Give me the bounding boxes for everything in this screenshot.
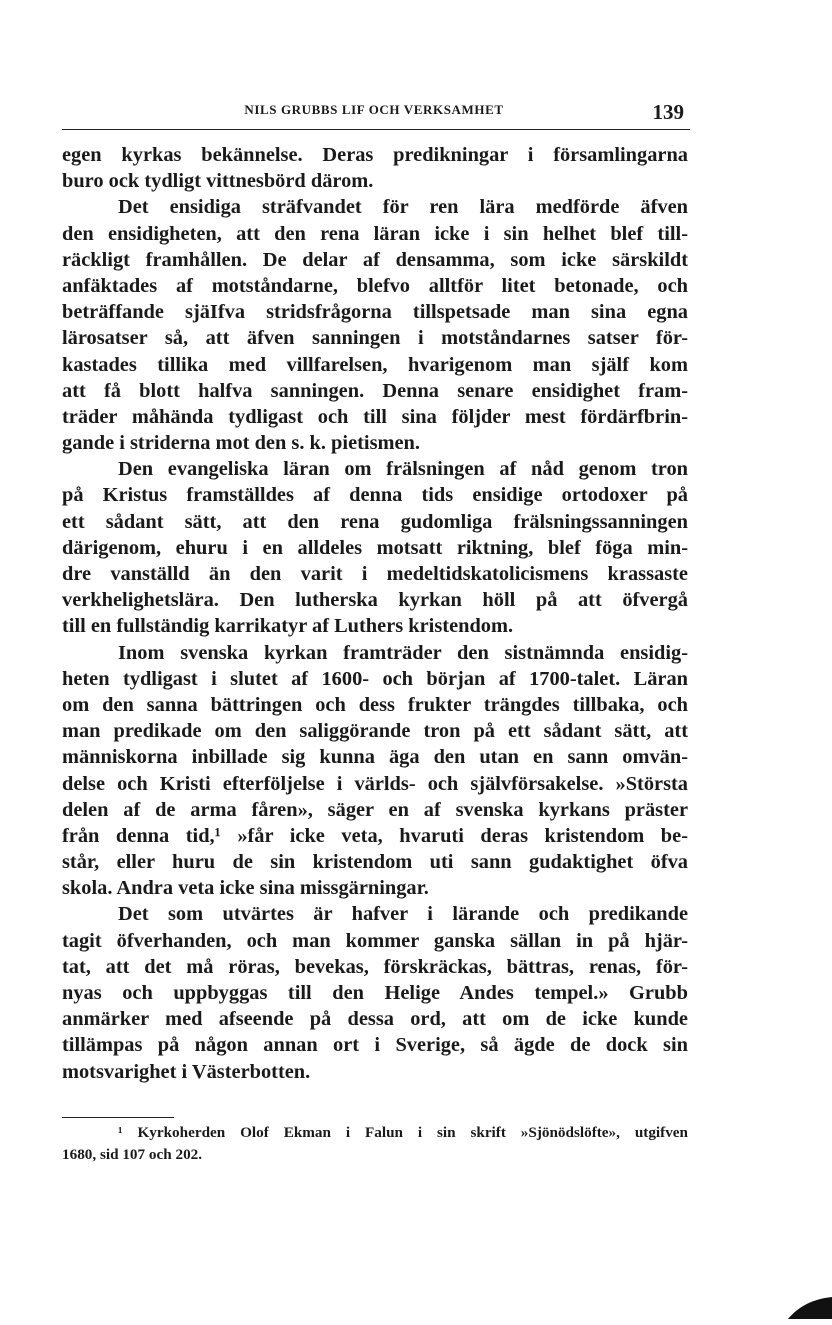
text-line: träder måhända tydligast och till sina följder mest fördärfbrin- (62, 405, 688, 428)
text-line: skola. Andra veta icke sina missgärningar. (62, 877, 429, 900)
text-line: på Kristus framställdes af denna tids ensidige ortodoxer på (62, 484, 688, 507)
text-line: människorna inbillade sig kunna äga den utan en sann omvän- (62, 746, 688, 769)
text-line: därigenom, ehuru i en alldeles motsatt riktning, blef föga min- (62, 536, 688, 559)
text-line: delse och Kristi efterföljelse i världs- och självförsakelse. »Största (62, 772, 688, 795)
text-line: Det ensidiga sträfvandet för ren lära medförde äfven (118, 196, 688, 219)
text-line: att få blott halfva sanningen. Denna senare ensidighet fram- (62, 379, 688, 402)
text-line: dre vanställd än den varit i medeltidskatolicismens krassaste (62, 563, 688, 585)
page-corner-shadow (788, 1293, 832, 1319)
footnote-rule (62, 1117, 174, 1118)
text-line: nyas och uppbyggas till den Helige Andes tempel.» Grubb (62, 982, 688, 1004)
text-line: står, eller huru de sin kristendom uti sann gudaktighet öfva (62, 851, 688, 874)
text-line: anfäktades af motståndarne, blefvo alltför litet betonade, och (62, 274, 688, 297)
text-line: beträffande sjäIfva stridsfrågorna tillspetsade man sina egna (62, 301, 688, 324)
text-line: räckligt framhållen. De delar af densamma, som icke särskildt (62, 248, 688, 271)
footnotes (62, 1122, 688, 1166)
text-line: tagit öfverhanden, och man kommer ganska sällan in på hjär- (62, 929, 688, 952)
text-line: gande i striderna mot den s. k. pietismen. (62, 432, 420, 455)
footnote-line: ¹ Kyrkoherden Olof Ekman i Falun i sin skrift »Sjönödslöfte», utgifven (118, 1124, 688, 1141)
header-rule (62, 129, 690, 130)
text-line: Den evangeliska läran om frälsningen af nåd genom tron (118, 458, 688, 481)
text-line: delen af de arma fåren», säger en af svenska kyrkans präster (62, 798, 688, 821)
text-line: den ensidigheten, att den rena läran icke i sin helhet blef till- (62, 222, 688, 245)
running-head (62, 100, 686, 124)
text-line: buro ock tydligt vittnesbörd därom. (62, 170, 374, 193)
footnote-line: 1680, sid 107 och 202. (62, 1146, 203, 1163)
text-line: kastades tillika med villfarelsen, hvarigenom man själf kom (62, 353, 688, 376)
text-line: verkhelighetslära. Den lutherska kyrkan höll på att öfvergå (62, 589, 688, 612)
page-number: 139 (652, 100, 684, 124)
text-line: anmärker med afseende på dessa ord, att om de icke kunde (62, 1008, 688, 1031)
text-line: Det som utvärtes är hafver i lärande och predikande (118, 903, 688, 926)
text-line: motsvarighet i Västerbotten. (62, 1060, 311, 1083)
running-title: NILS GRUBBS LIF OCH VERKSAMHET (244, 102, 504, 117)
text-line: om den sanna bättringen och dess frukter trängdes tillbaka, och (62, 693, 688, 716)
text-line: man predikade om den saliggörande tron på ett sådant sätt, att (62, 720, 688, 743)
text-line: från denna tid,¹ »får icke veta, hvaruti deras kristendom be- (62, 824, 688, 847)
text-line: till en fullständig karrikatyr af Luthers kristendom. (62, 615, 514, 638)
text-line: tillämpas på någon annan ort i Sverige, så ägde de dock sin (62, 1034, 688, 1057)
text-line: egen kyrkas bekännelse. Deras predikningar i församlingarna (62, 144, 688, 166)
text-line: Inom svenska kyrkan framträder den sistnämnda ensidig- (118, 641, 688, 664)
text-line: tat, att det må röras, bevekas, förskräckas, bättras, renas, för- (62, 955, 688, 978)
text-line: heten tydligast i slutet af 1600- och början af 1700-talet. Läran (62, 667, 688, 690)
body-text (62, 142, 688, 1085)
text-line: ett sådant sätt, att den rena gudomliga frälsningssanningen (62, 510, 688, 533)
text-line: lärosatser så, att äfven sanningen i motståndarnes satser för- (62, 327, 688, 350)
